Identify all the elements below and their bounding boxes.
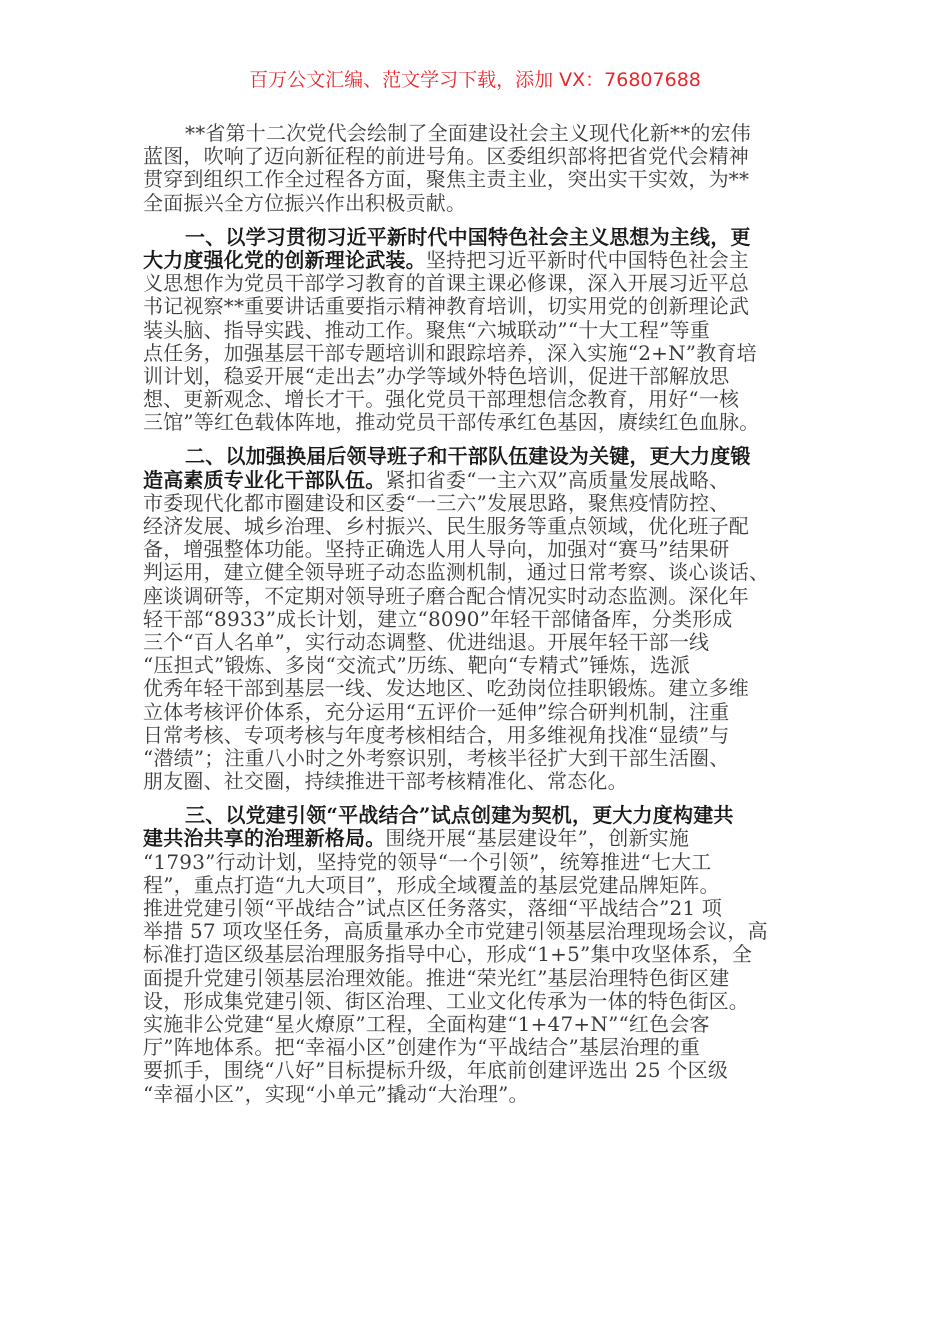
text-line: “潜绩”；注重八小时之外考察识别，考核半径扩大到干部生活圈、 <box>143 745 730 770</box>
text-line: “幸福小区”，实现“小单元”撬动“大治理”。 <box>143 1081 529 1106</box>
text-line: 面提升党建引领基层治理效能。推进“荣光红”基层治理特色街区建 <box>143 965 730 990</box>
section-1-heading-cont: 大力度强化党的创新理论武装。 <box>143 247 426 272</box>
text-line: **省第十二次党代会绘制了全面建设社会主义现代化新**的宏伟 <box>185 121 751 145</box>
text-line: 全面振兴全方位振兴作出积极贡献。 <box>143 190 467 215</box>
text-line: 经济发展、城乡治理、乡村振兴、民生服务等重点领域，优化班子配 <box>143 514 749 538</box>
section-1-heading: 一、以学习贯彻习近平新时代中国特色社会主义思想为主线，更 <box>185 224 751 249</box>
section-3-paragraph <box>143 804 823 1105</box>
text-line: 日常考核、专项考核与年度考核相结合，用多维视角找准“显绩”与 <box>143 722 730 747</box>
text-line: 判运用，建立健全领导班子动态监测机制，通过日常考察、谈心谈话、 <box>143 560 770 585</box>
text-line: 书记视察**重要讲话重要指示精神教育培训，切实用党的创新理论武 <box>143 294 750 319</box>
text-line: 点任务，加强基层干部专题培训和跟踪培养，深入实施“2+N”教育培 <box>143 340 757 365</box>
text-line: 朋友圈、社交圈，持续推进干部考核精准化、常态化。 <box>143 769 628 794</box>
text-line: 想、更新观念、增长才干。强化党员干部理想信念教育，用好“一核 <box>143 387 740 412</box>
text-span: 坚持把习近平新时代中国特色社会主 <box>425 247 750 272</box>
text-line: 训计划，稳妥开展“走出去”办学等域外特色培训，促进干部解放思 <box>143 363 730 388</box>
text-line <box>143 469 823 492</box>
text-line: 要抓手，围绕“八好”目标提标升级，年底前创建评选出 25 个区级 <box>143 1058 729 1083</box>
text-line: 实施非公党建“星火燎原”工程，全面构建“1+47+N”“红色会客 <box>143 1011 710 1036</box>
text-line: 备，增强整体功能。坚持正确选人用人导向，加强对“赛马”结果研 <box>143 537 730 562</box>
section-3-heading: 三、以党建引领“平战结合”试点创建为契机，更大力度构建共 <box>185 803 734 828</box>
promo-banner: 百万公文汇编、范文学习下载，添加 VX：76807688 <box>249 69 701 91</box>
intro-paragraph <box>143 122 823 215</box>
text-line: 标准打造区级基层治理服务指导中心，形成“1+5”集中攻坚体系，全 <box>143 942 753 967</box>
text-line: 贯穿到组织工作全过程各方面，聚焦主责主业，突出实干实效，为** <box>143 167 750 192</box>
text-line: 厅”阵地体系。把“幸福小区”创建作为“平战结合”基层治理的重 <box>143 1035 701 1060</box>
text-line: 蓝图，吹响了迈向新征程的前进号角。区委组织部将把省党代会精神 <box>143 144 749 169</box>
text-line: 三个“百人名单”，实行动态调整、优进绌退。开展年轻干部一线 <box>143 629 710 654</box>
text-line: 优秀年轻干部到基层一线、发达地区、吃劲岗位挂职锻炼。建立多维 <box>143 676 749 701</box>
text-line: 推进党建引领“平战结合”试点区任务落实，落细“平战结合”21 项 <box>143 896 723 920</box>
text-line: 轻干部“8933”成长计划，建立“8090”年轻干部储备库，分类形成 <box>143 606 733 631</box>
text-line <box>143 827 823 850</box>
section-2-heading: 二、以加强换届后领导班子和干部队伍建设为关键，更大力度锻 <box>185 444 751 469</box>
section-2-heading-cont: 造高素质专业化干部队伍。 <box>143 467 386 492</box>
text-line: “压担式”锻炼、多岗“交流式”历练、靶向“专精式”锤炼，选派 <box>143 653 691 678</box>
text-line: 设，形成集党建引领、街区治理、工业文化传承为一体的特色街区。 <box>143 988 749 1013</box>
text-line: 程”，重点打造“九大项目”，形成全域覆盖的基层党建品牌矩阵。 <box>143 872 720 897</box>
text-line: “1793”行动计划，坚持党的领导“一个引领”，统筹推进“七大工 <box>143 849 712 874</box>
section-3-heading-cont: 建共治共享的治理新格局。 <box>143 826 386 851</box>
text-line <box>143 249 823 272</box>
text-line: 市委现代化都市圈建设和区委“一三六”发展思路，聚焦疫情防控、 <box>143 490 730 515</box>
text-line: 立体考核评价体系，充分运用“五评价一延伸”综合研判机制，注重 <box>143 699 730 724</box>
text-line: 举措 57 项攻坚任务，高质量承办全市党建引领基层治理现场会议，高 <box>143 919 768 944</box>
text-line: 三馆”等红色载体阵地，推动党员干部传承红色基因，赓续红色血脉。 <box>143 410 760 435</box>
text-span: 紧扣省委“一主六双”高质量发展战略、 <box>385 467 730 492</box>
section-2-paragraph <box>143 445 823 793</box>
text-span: 围绕开展“基层建设年”，创新实施 <box>385 826 690 851</box>
section-1-paragraph <box>143 226 823 435</box>
text-line: 座谈调研等，不定期对领导班子磨合配合情况实时动态监测。深化年 <box>143 583 749 608</box>
text-line: 装头脑、指导实践、推动工作。聚焦“六城联动”“十大工程”等重 <box>143 317 710 342</box>
document-body <box>143 122 823 1117</box>
text-line: 义思想作为党员干部学习教育的首课主课必修课，深入开展习近平总 <box>143 271 749 296</box>
